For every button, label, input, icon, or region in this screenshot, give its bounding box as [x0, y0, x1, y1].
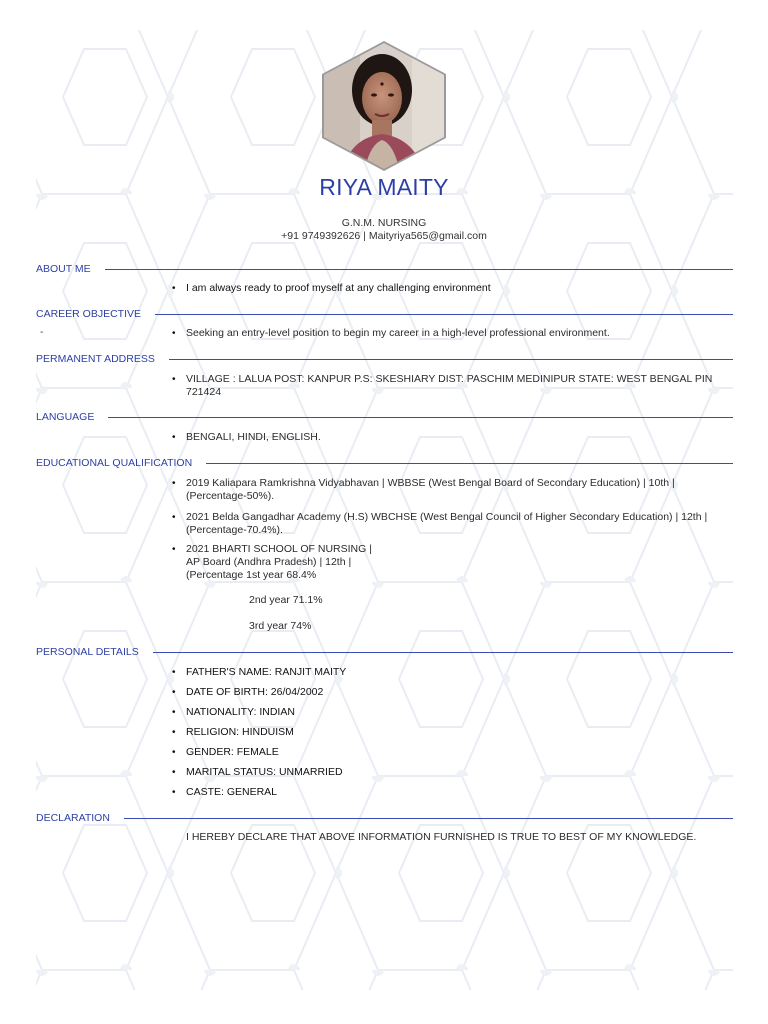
education-item: • 2021 Belda Gangadhar Academy (H.S) WBCHSE (West Bengal Council of Higher Secondary Education) | 12th | (Percentage-70.4%). [172, 511, 708, 536]
section-rule [108, 417, 733, 418]
bullet-icon: • [172, 787, 176, 798]
bullet-icon: • [172, 707, 176, 718]
contact-separator: | [363, 230, 366, 242]
personal-detail-item: • CASTE: GENERAL [172, 786, 278, 798]
list-item: • BENGALI, HINDI, ENGLISH. [172, 431, 321, 443]
personal-detail-item: • MARITAL STATUS: UNMARRIED [172, 766, 343, 778]
bullet-icon: • [172, 432, 176, 443]
section-declaration [36, 811, 733, 825]
contact-line [0, 230, 768, 242]
personal-detail-item: • FATHER'S NAME: RANJIT MAITY [172, 666, 347, 678]
section-career-objective [36, 307, 733, 321]
personal-detail-item: • RELIGION: HINDUISM [172, 726, 294, 738]
list-item: • I am always ready to proof myself at any challenging environment [172, 282, 491, 294]
section-permanent-address [36, 352, 733, 366]
candidate-name: RIYA MAITY [319, 174, 449, 200]
section-about-me [36, 262, 733, 276]
section-title: CAREER OBJECTIVE [36, 308, 142, 320]
education-item: • 2021 BHARTI SCHOOL OF NURSING | AP Board (Andhra Pradesh) | 12th | (Percentage 1st year 68.4% [172, 543, 372, 581]
section-rule [206, 463, 733, 464]
bullet-icon: • [172, 767, 176, 778]
section-educational-qualification [36, 456, 733, 470]
section-personal-details [36, 645, 733, 659]
bullet-icon: • [172, 544, 176, 555]
section-rule [124, 818, 733, 819]
section-title: EDUCATIONAL QUALIFICATION [36, 457, 193, 469]
list-item: • VILLAGE : LALUA POST: KANPUR P.S: SKESHIARY DIST: PASCHIM MEDINIPUR STATE: WEST BENGAL PIN 721424 [172, 373, 713, 398]
section-title: LANGUAGE [36, 411, 95, 423]
personal-detail-item: • DATE OF BIRTH: 26/04/2002 [172, 686, 324, 698]
bullet-icon: • [172, 667, 176, 678]
candidate-role: G.N.M. NURSING [341, 217, 427, 229]
section-rule [153, 652, 733, 653]
bullet-icon: • [172, 747, 176, 758]
declaration-text: I HEREBY DECLARE THAT ABOVE INFORMATION FURNISHED IS TRUE TO BEST OF MY KNOWLEDGE. [186, 831, 697, 843]
year-3-score: 3rd year 74% [249, 620, 312, 632]
personal-detail-item: • NATIONALITY: INDIAN [172, 706, 295, 718]
section-rule [155, 314, 733, 315]
education-item: • 2019 Kaliapara Ramkrishna Vidyabhavan | WBBSE (West Bengal Board of Secondary Education) | 10th | (Percentage-50%). [172, 477, 675, 502]
profile-photo [320, 40, 448, 172]
bullet-icon: • [172, 687, 176, 698]
section-rule [105, 269, 733, 270]
phone-number: +91 9749392626 [281, 230, 361, 242]
bullet-icon: • [172, 283, 176, 294]
career-dash: - [40, 326, 44, 338]
bullet-icon: • [172, 374, 176, 385]
email-address: Maityriya565@gmail.com [368, 230, 487, 242]
section-title: ABOUT ME [36, 263, 91, 275]
bullet-icon: • [172, 478, 176, 489]
list-item: • Seeking an entry-level position to begin my career in a high-level professional environment. [172, 327, 610, 339]
section-title: DECLARATION [36, 812, 110, 824]
bullet-icon: • [172, 328, 176, 339]
section-title: PERMANENT ADDRESS [36, 353, 155, 365]
year-2-score: 2nd year 71.1% [249, 594, 323, 606]
bullet-icon: • [172, 512, 176, 523]
section-language [36, 410, 733, 424]
bullet-icon: • [172, 727, 176, 738]
section-title: PERSONAL DETAILS [36, 646, 139, 658]
personal-detail-item: • GENDER: FEMALE [172, 746, 279, 758]
section-rule [169, 359, 733, 360]
